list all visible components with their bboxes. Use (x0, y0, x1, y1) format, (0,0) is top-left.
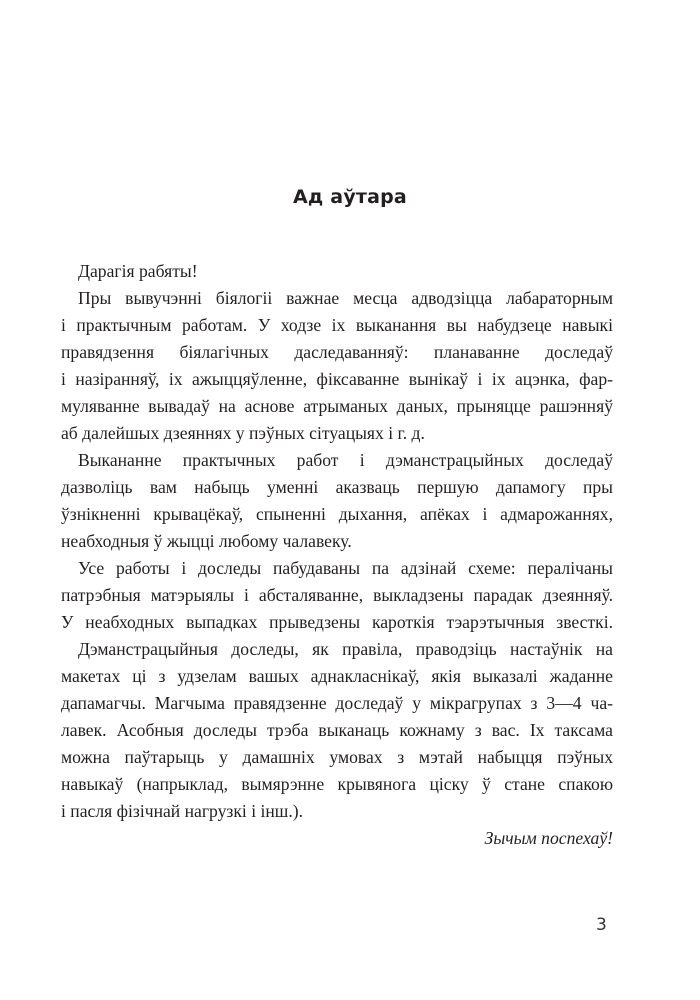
closing-line: Зычым поспехаў! (484, 828, 613, 848)
text-line: макетах ці з удзелам вашых аднакласнікаў, якія выказалі жаданне (61, 666, 613, 686)
text-line: Дэманстрацыйныя доследы, як правіла, праводзіць настаўнік на (78, 639, 613, 659)
body-text (61, 258, 613, 852)
text-line: аб далейшых дзеяннях у пэўных сітуацыях і г. д. (61, 423, 425, 443)
page-number: 3 (596, 915, 607, 935)
greeting-line: Дарагія рабяты! (78, 261, 198, 281)
text-line: муляванне вывадаў на аснове атрыманых даных, прыняцце рашэнняў (61, 396, 613, 416)
text-line: і практычным работам. У ходзе іх выканання вы набудзеце навыкі (61, 315, 613, 335)
text-line: Усе работы і доследы пабудаваны па адзінай схеме: пералічаны (78, 558, 613, 578)
text-line: і назіранняў, іх ажыццяўленне, фіксаванне вынікаў і іх ацэнка, фар- (61, 369, 613, 389)
page-title: Ад аўтара (293, 186, 407, 208)
text-line: лавек. Асобныя доследы трэба выканаць кожнаму з вас. Іх таксама (61, 720, 613, 740)
text-line: і пасля фізічнай нагрузкі і інш.). (61, 801, 303, 821)
text-line: можна паўтарыць у дамашніх умовах з мэтай набыцця пэўных (61, 747, 613, 767)
text-line: У неабходных выпадках прыведзены кароткія тэарэтычныя звесткі. (61, 612, 613, 632)
text-line: Выкананне практычных работ і дэманстрацыйных доследаў (78, 450, 613, 470)
text-line: дазволіць вам набыць уменні аказваць першую дапамогу пры (61, 477, 613, 497)
text-line: дапамагчы. Магчыма правядзенне доследаў у мікрагрупах з 3—4 ча- (61, 693, 613, 713)
text-line: навыкаў (напрыклад, вымярэнне крывянога ціску ў стане спакою (61, 774, 613, 794)
text-line: неабходныя ў жыцці любому чалавеку. (61, 531, 352, 551)
text-line: патрэбныя матэрыялы і абсталяванне, выкладзены парадак дзеянняў. (61, 585, 613, 605)
text-line: ўзнікненні крывацёкаў, спыненні дыхання, апёках і адмарожаннях, (61, 504, 613, 524)
text-line: Пры вывучэнні біялогіі важнае месца адводзіцца лабараторным (78, 288, 613, 308)
text-line: правядзення біялагічных даследаванняў: планаванне доследаў (61, 342, 613, 362)
